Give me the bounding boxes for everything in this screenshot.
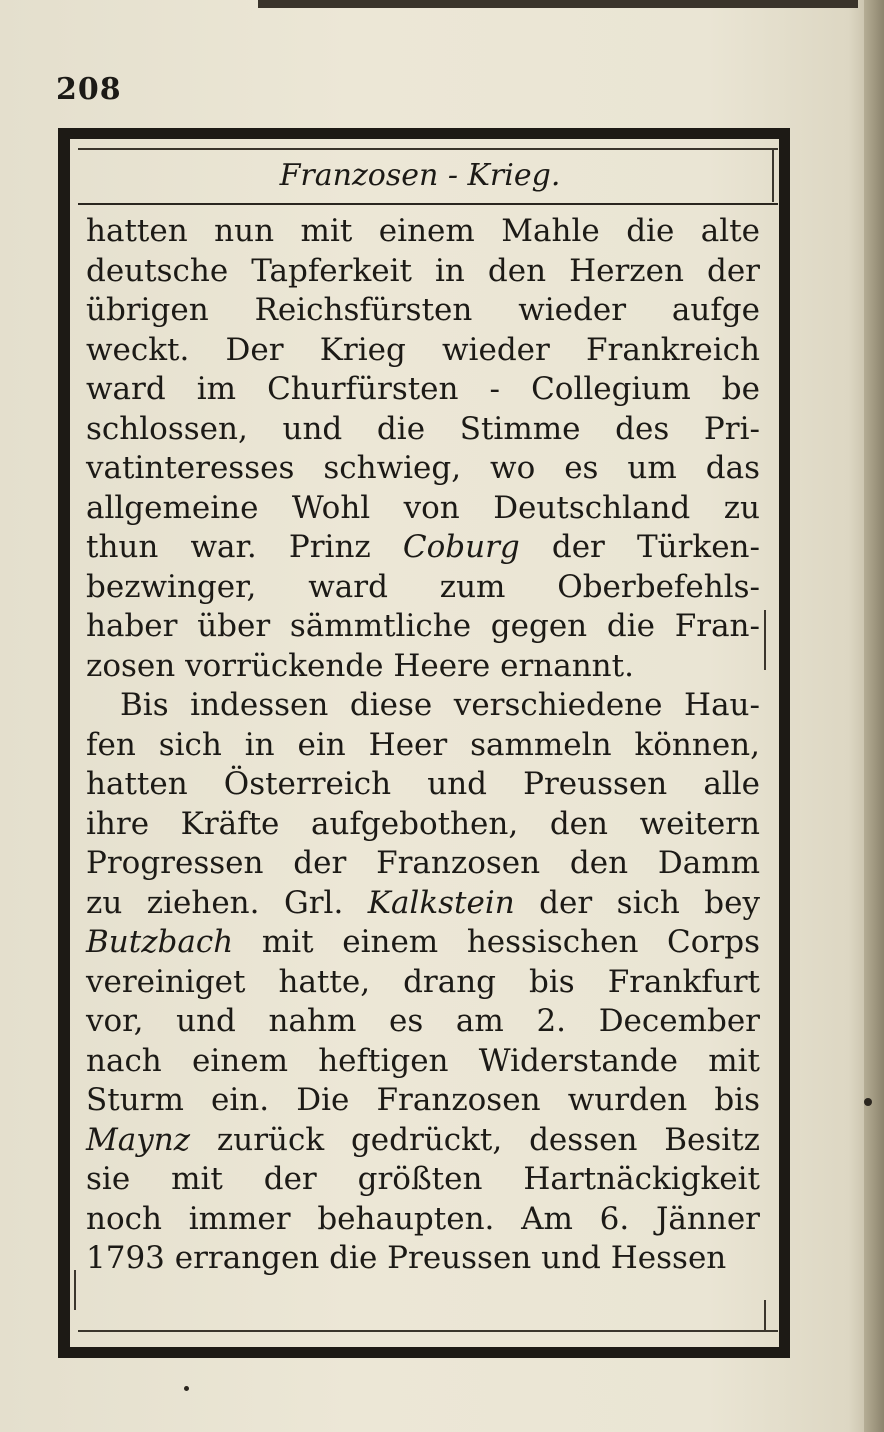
text-line [86,686,760,726]
text-run: der Türken- [519,529,761,565]
text-line [86,765,760,805]
text-line [86,1002,760,1042]
body-text [86,212,776,1279]
margin-mark [772,150,774,202]
text-run: ihre Kräfte aufgebothen, den weitern [86,805,760,842]
text-run: schlossen, und die Stimme des Pri- [86,410,760,447]
text-line [86,726,760,766]
inner-frame-rule-bottom [78,1330,778,1332]
text-run: Progressen der Franzosen den Damm [86,845,760,881]
text-run: übrigen Reichsfürsten wieder aufge [86,292,760,328]
text-run: Sturm ein. Die Franzosen wurden bis [86,1082,760,1118]
text-run: weckt. Der Krieg wieder Frankreich [86,331,760,368]
text-line [86,607,760,647]
text-line [86,370,760,410]
running-head: Franzosen - Krieg. [279,158,561,193]
text-line [86,568,760,608]
text-line [86,331,760,371]
proper-name: Butzbach [86,924,234,960]
text-run: sie mit der größten Hartnäckigkeit [86,1161,760,1197]
text-run: der sich bey [514,884,760,921]
text-run: haber über sämmtliche gegen die Fran- [86,608,760,644]
page-edge-shadow [864,0,884,1432]
text-line [86,923,760,963]
margin-mark [764,1300,766,1330]
text-run: thun war. Prinz [86,529,403,565]
frame-bottom-rule [58,1352,790,1358]
text-line [86,252,760,292]
text-run: zu ziehen. Grl. [86,884,368,921]
proper-name: Kalkstein [367,884,515,921]
paper-speck [864,1098,872,1106]
text-line [86,410,760,450]
text-line [86,489,760,529]
proper-name: Coburg [402,529,520,565]
text-run: vatinteresses schwieg, wo es um das [86,450,760,486]
page-number: 208 [56,72,122,107]
text-line [86,212,760,252]
paper-speck [184,1386,189,1391]
running-head-rule [78,203,778,205]
text-run: vor, und nahm es am 2. December [86,1003,760,1039]
proper-name: Maynz [86,1121,191,1158]
text-run: allgemeine Wohl von Deutschland zu [86,489,760,526]
margin-mark [74,1270,76,1310]
text-line [86,1160,760,1200]
text-line [86,844,760,884]
text-run: zurück gedrückt, dessen Besitz [190,1121,760,1158]
text-run: Bis indessen diese verschiedene Hau- [120,687,760,723]
text-run: nach einem heftigen Widerstande mit [86,1042,760,1079]
text-line [86,805,760,845]
text-run: vereiniget hatte, drang bis Frankfurt [86,963,760,1000]
text-run: bezwinger, ward zum Oberbefehls- [86,568,760,605]
text-line [86,647,760,687]
text-line [86,1121,760,1161]
text-line [86,1200,760,1240]
text-line [86,884,760,924]
text-run: noch immer behaupten. Am 6. Jänner [86,1200,760,1237]
inner-frame-rule-top [78,148,778,150]
text-line [86,963,760,1003]
text-line [86,1239,760,1279]
text-run: hatten Österreich und Preussen alle [86,766,760,802]
text-run: deutsche Tapferkeit in den Herzen der [86,252,760,289]
text-run: zosen vorrückende Heere ernannt. [86,647,634,684]
top-binding-rule [258,0,858,8]
text-line [86,1081,760,1121]
text-run: 1793 errangen die Preussen und Hessen [86,1240,727,1276]
text-run: hatten nun mit einem Mahle die alte [86,213,760,249]
text-run: ward im Churfürsten - Collegium be [86,371,760,407]
text-line [86,528,760,568]
text-line [86,1042,760,1082]
text-run: mit einem hessischen Corps [233,924,760,960]
text-run: fen sich in ein Heer sammeln können, [86,726,760,763]
text-line [86,291,760,331]
text-line [86,449,760,489]
